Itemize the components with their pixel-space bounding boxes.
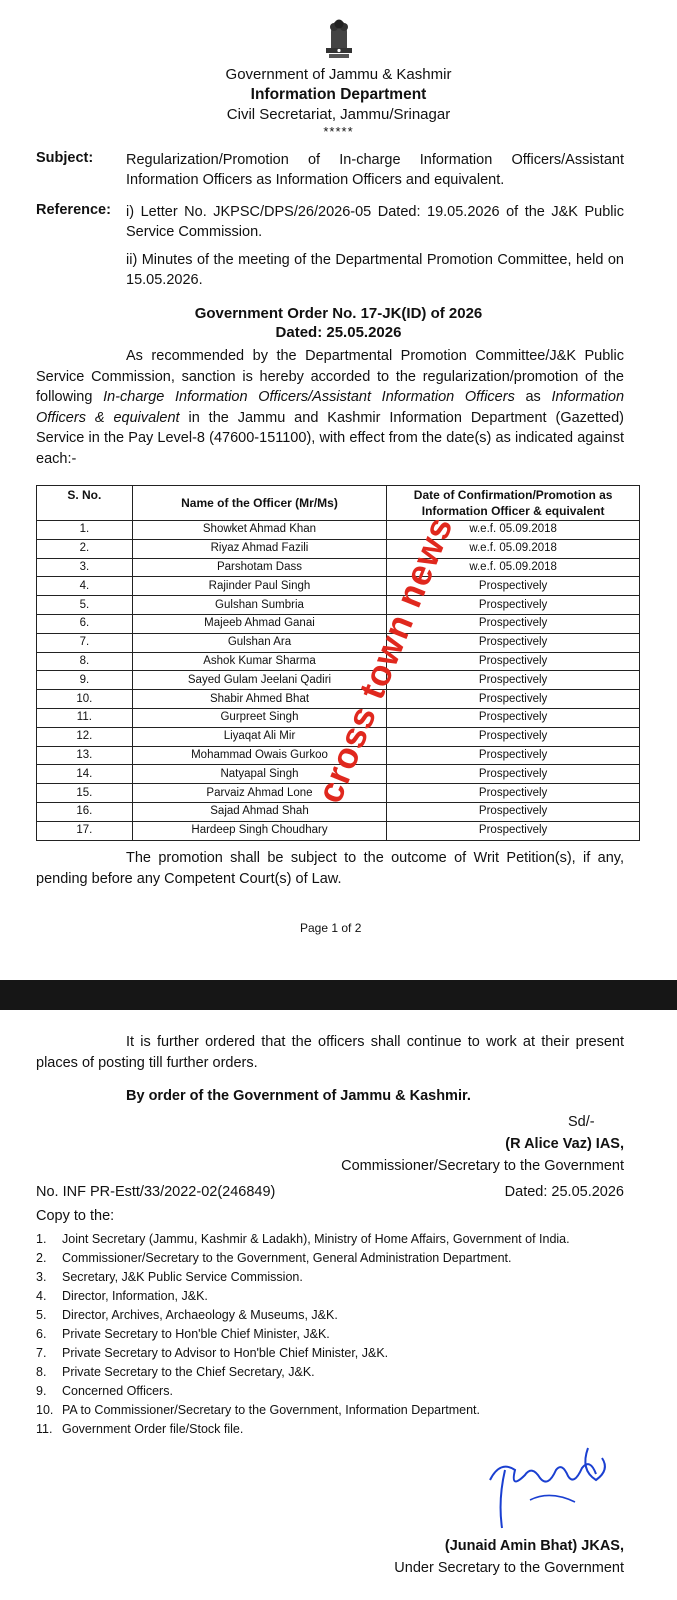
- table-row: [37, 708, 640, 727]
- body-p1-part-a: As recommended by the Departmental Promotion Committee/J&K Public Service Commission, sanction is hereby accorded to the regularization/promotion of the following: [36, 348, 624, 405]
- list-item-text: Private Secretary to Hon'ble Chief Minister, J&K.: [62, 1327, 330, 1341]
- table-row: [37, 577, 640, 596]
- cell-officer-name: Natyapal Singh: [132, 765, 387, 784]
- list-item: [36, 1230, 636, 1249]
- cell-sno: 5.: [37, 596, 133, 615]
- list-item: [36, 1382, 636, 1401]
- cell-date: w.e.f. 05.09.2018: [387, 521, 640, 540]
- table-row: [37, 614, 640, 633]
- list-item-text: PA to Commissioner/Secretary to the Government, Information Department.: [62, 1403, 480, 1417]
- list-item: [36, 1325, 636, 1344]
- list-item-number: 10.: [36, 1403, 54, 1417]
- cell-date: Prospectively: [387, 633, 640, 652]
- cell-officer-name: Gulshan Sumbria: [132, 596, 387, 615]
- list-item-number: 4.: [36, 1289, 47, 1303]
- cell-sno: 2.: [37, 539, 133, 558]
- reference-number: No. INF PR-Estt/33/2022-02(246849): [36, 1184, 276, 1200]
- cell-date: Prospectively: [387, 708, 640, 727]
- list-item-text: Government Order file/Stock file.: [62, 1422, 244, 1436]
- cell-sno: 16.: [37, 802, 133, 821]
- list-item: [36, 1268, 636, 1287]
- body-p1-part-b: as: [514, 389, 552, 405]
- reference-date: Dated: 25.05.2026: [504, 1184, 624, 1200]
- body-paragraph-2: The promotion shall be subject to the outcome of Writ Petition(s), if any, pending before any Competent Court(s) of Law.: [36, 850, 624, 887]
- cell-sno: 3.: [37, 558, 133, 577]
- table-row: [37, 690, 640, 709]
- copy-to-list: [36, 1230, 636, 1439]
- header-date: Date of Confirmation/Promotion as Information Officer & equivalent: [387, 486, 640, 521]
- list-item: [36, 1363, 636, 1382]
- list-item: [36, 1401, 636, 1420]
- list-item-number: 3.: [36, 1270, 47, 1284]
- cell-date: Prospectively: [387, 746, 640, 765]
- cell-date: w.e.f. 05.09.2018: [387, 558, 640, 577]
- cell-sno: 12.: [37, 727, 133, 746]
- reference-label: Reference:: [36, 202, 111, 218]
- cell-date: Prospectively: [387, 577, 640, 596]
- officers-table-body: [37, 521, 640, 841]
- cell-date: Prospectively: [387, 727, 640, 746]
- cell-officer-name: Sayed Gulam Jeelani Qadiri: [132, 671, 387, 690]
- table-row: [37, 784, 640, 803]
- table-row: [37, 727, 640, 746]
- body-p1-italic-2: Information Officers & equivalent: [36, 389, 625, 426]
- list-item: [36, 1306, 636, 1325]
- cell-officer-name: Parvaiz Ahmad Lone: [132, 784, 387, 803]
- list-item: [36, 1287, 636, 1306]
- list-item: [36, 1249, 636, 1268]
- table-row: [37, 558, 640, 577]
- list-item-number: 6.: [36, 1327, 47, 1341]
- cell-date: Prospectively: [387, 784, 640, 803]
- cell-sno: 13.: [37, 746, 133, 765]
- table-row: [37, 802, 640, 821]
- list-item-number: 1.: [36, 1232, 47, 1246]
- cell-officer-name: Sajad Ahmad Shah: [132, 802, 387, 821]
- body-p1-part-c: in the Jammu and Kashmir Information Department (Gazetted) Service in the Pay Level-8 (47600-151100), with effect from the date(s) as indicated against each:-: [36, 409, 624, 467]
- cell-date: Prospectively: [387, 802, 640, 821]
- table-row: [37, 821, 640, 840]
- header-address: Civil Secretariat, Jammu/Srinagar: [226, 106, 451, 123]
- table-row: [37, 652, 640, 671]
- table-header-row: [37, 486, 640, 521]
- reference-item-1: i) Letter No. JKPSC/DPS/26/2026-05 Dated: 19.05.2026 of the J&K Public Service Commission.: [126, 204, 624, 240]
- list-item-number: 11.: [36, 1422, 53, 1436]
- list-item-text: Commissioner/Secretary to the Government, General Administration Department.: [62, 1251, 512, 1265]
- list-item-text: Director, Information, J&K.: [62, 1289, 208, 1303]
- cell-sno: 9.: [37, 671, 133, 690]
- cell-officer-name: Shabir Ahmed Bhat: [132, 690, 387, 709]
- cell-officer-name: Liyaqat Ali Mir: [132, 727, 387, 746]
- sd-mark: Sd/-: [568, 1114, 595, 1130]
- cell-officer-name: Ashok Kumar Sharma: [132, 652, 387, 671]
- signatory-title: Commissioner/Secretary to the Government: [341, 1158, 624, 1174]
- cell-sno: 15.: [37, 784, 133, 803]
- under-secretary-title: Under Secretary to the Government: [394, 1560, 624, 1576]
- under-secretary-name: (Junaid Amin Bhat) JKAS,: [444, 1538, 624, 1554]
- reference-item-2: ii) Minutes of the meeting of the Departmental Promotion Committee, held on 15.05.2026.: [126, 252, 624, 288]
- subject-label: Subject:: [36, 150, 94, 166]
- cell-sno: 17.: [37, 821, 133, 840]
- cell-date: Prospectively: [387, 765, 640, 784]
- list-item-text: Secretary, J&K Public Service Commission.: [62, 1270, 303, 1284]
- list-item-text: Director, Archives, Archaeology & Museums, J&K.: [62, 1308, 338, 1322]
- watermark-text: cross town news: [308, 510, 461, 809]
- handwritten-signature: [470, 1440, 630, 1530]
- cell-sno: 11.: [37, 708, 133, 727]
- subject-text: Regularization/Promotion of In-charge Information Officers/Assistant Information Officers as Information Officers and equivalent.: [126, 152, 624, 188]
- body-p1-italic-1: In-charge Information Officers/Assistant Information Officers: [103, 389, 515, 405]
- cell-officer-name: Showket Ahmad Khan: [132, 521, 387, 540]
- page-number: Page 1 of 2: [300, 921, 362, 935]
- page-divider: [0, 980, 677, 1010]
- copy-to-heading: Copy to the:: [36, 1208, 115, 1224]
- table-row: [37, 521, 640, 540]
- list-item-text: Private Secretary to the Chief Secretary, J&K.: [62, 1365, 315, 1379]
- cell-sno: 8.: [37, 652, 133, 671]
- cell-sno: 10.: [37, 690, 133, 709]
- header-stars: *****: [323, 124, 354, 139]
- header-sno: S. No.: [37, 486, 133, 521]
- header-department: Information Department: [250, 86, 427, 103]
- cell-sno: 6.: [37, 614, 133, 633]
- cell-officer-name: Parshotam Dass: [132, 558, 387, 577]
- cell-date: w.e.f. 05.09.2018: [387, 539, 640, 558]
- cell-date: Prospectively: [387, 671, 640, 690]
- list-item-number: 2.: [36, 1251, 47, 1265]
- cell-officer-name: Gulshan Ara: [132, 633, 387, 652]
- cell-officer-name: Majeeb Ahmad Ganai: [132, 614, 387, 633]
- table-row: [37, 765, 640, 784]
- cell-date: Prospectively: [387, 652, 640, 671]
- list-item-number: 7.: [36, 1346, 47, 1360]
- list-item: [36, 1420, 636, 1439]
- by-order-line: By order of the Government of Jammu & Kashmir.: [126, 1088, 471, 1104]
- cell-date: Prospectively: [387, 690, 640, 709]
- list-item-number: 8.: [36, 1365, 47, 1379]
- table-row: [37, 596, 640, 615]
- signatory-name: (R Alice Vaz) IAS,: [505, 1136, 624, 1152]
- officers-table: [36, 485, 640, 841]
- national-emblem-icon: [320, 14, 358, 60]
- cell-date: Prospectively: [387, 614, 640, 633]
- order-date: Dated: 25.05.2026: [275, 324, 402, 341]
- list-item: [36, 1344, 636, 1363]
- cell-officer-name: Mohammad Owais Gurkoo: [132, 746, 387, 765]
- table-row: [37, 539, 640, 558]
- cell-date: Prospectively: [387, 821, 640, 840]
- cell-sno: 14.: [37, 765, 133, 784]
- order-title: Government Order No. 17-JK(ID) of 2026: [194, 305, 483, 322]
- list-item-number: 5.: [36, 1308, 47, 1322]
- list-item-number: 9.: [36, 1384, 47, 1398]
- list-item-text: Private Secretary to Advisor to Hon'ble Chief Minister, J&K.: [62, 1346, 389, 1360]
- cell-officer-name: Hardeep Singh Choudhary: [132, 821, 387, 840]
- cell-sno: 4.: [37, 577, 133, 596]
- body-paragraph-1: [36, 346, 624, 469]
- cell-officer-name: Riyaz Ahmad Fazili: [132, 539, 387, 558]
- list-item-text: Joint Secretary (Jammu, Kashmir & Ladakh), Ministry of Home Affairs, Government of India.: [62, 1232, 570, 1246]
- table-row: [37, 633, 640, 652]
- cell-sno: 1.: [37, 521, 133, 540]
- body-paragraph-3: It is further ordered that the officers shall continue to work at their present places of posting till further orders.: [36, 1034, 624, 1071]
- cell-officer-name: Gurpreet Singh: [132, 708, 387, 727]
- cell-sno: 7.: [37, 633, 133, 652]
- cell-officer-name: Rajinder Paul Singh: [132, 577, 387, 596]
- page-2: [0, 1010, 677, 1600]
- header-government: Government of Jammu & Kashmir: [225, 66, 452, 83]
- table-row: [37, 671, 640, 690]
- header-name: Name of the Officer (Mr/Ms): [132, 486, 387, 521]
- list-item-text: Concerned Officers.: [62, 1384, 173, 1398]
- cell-date: Prospectively: [387, 596, 640, 615]
- table-row: [37, 746, 640, 765]
